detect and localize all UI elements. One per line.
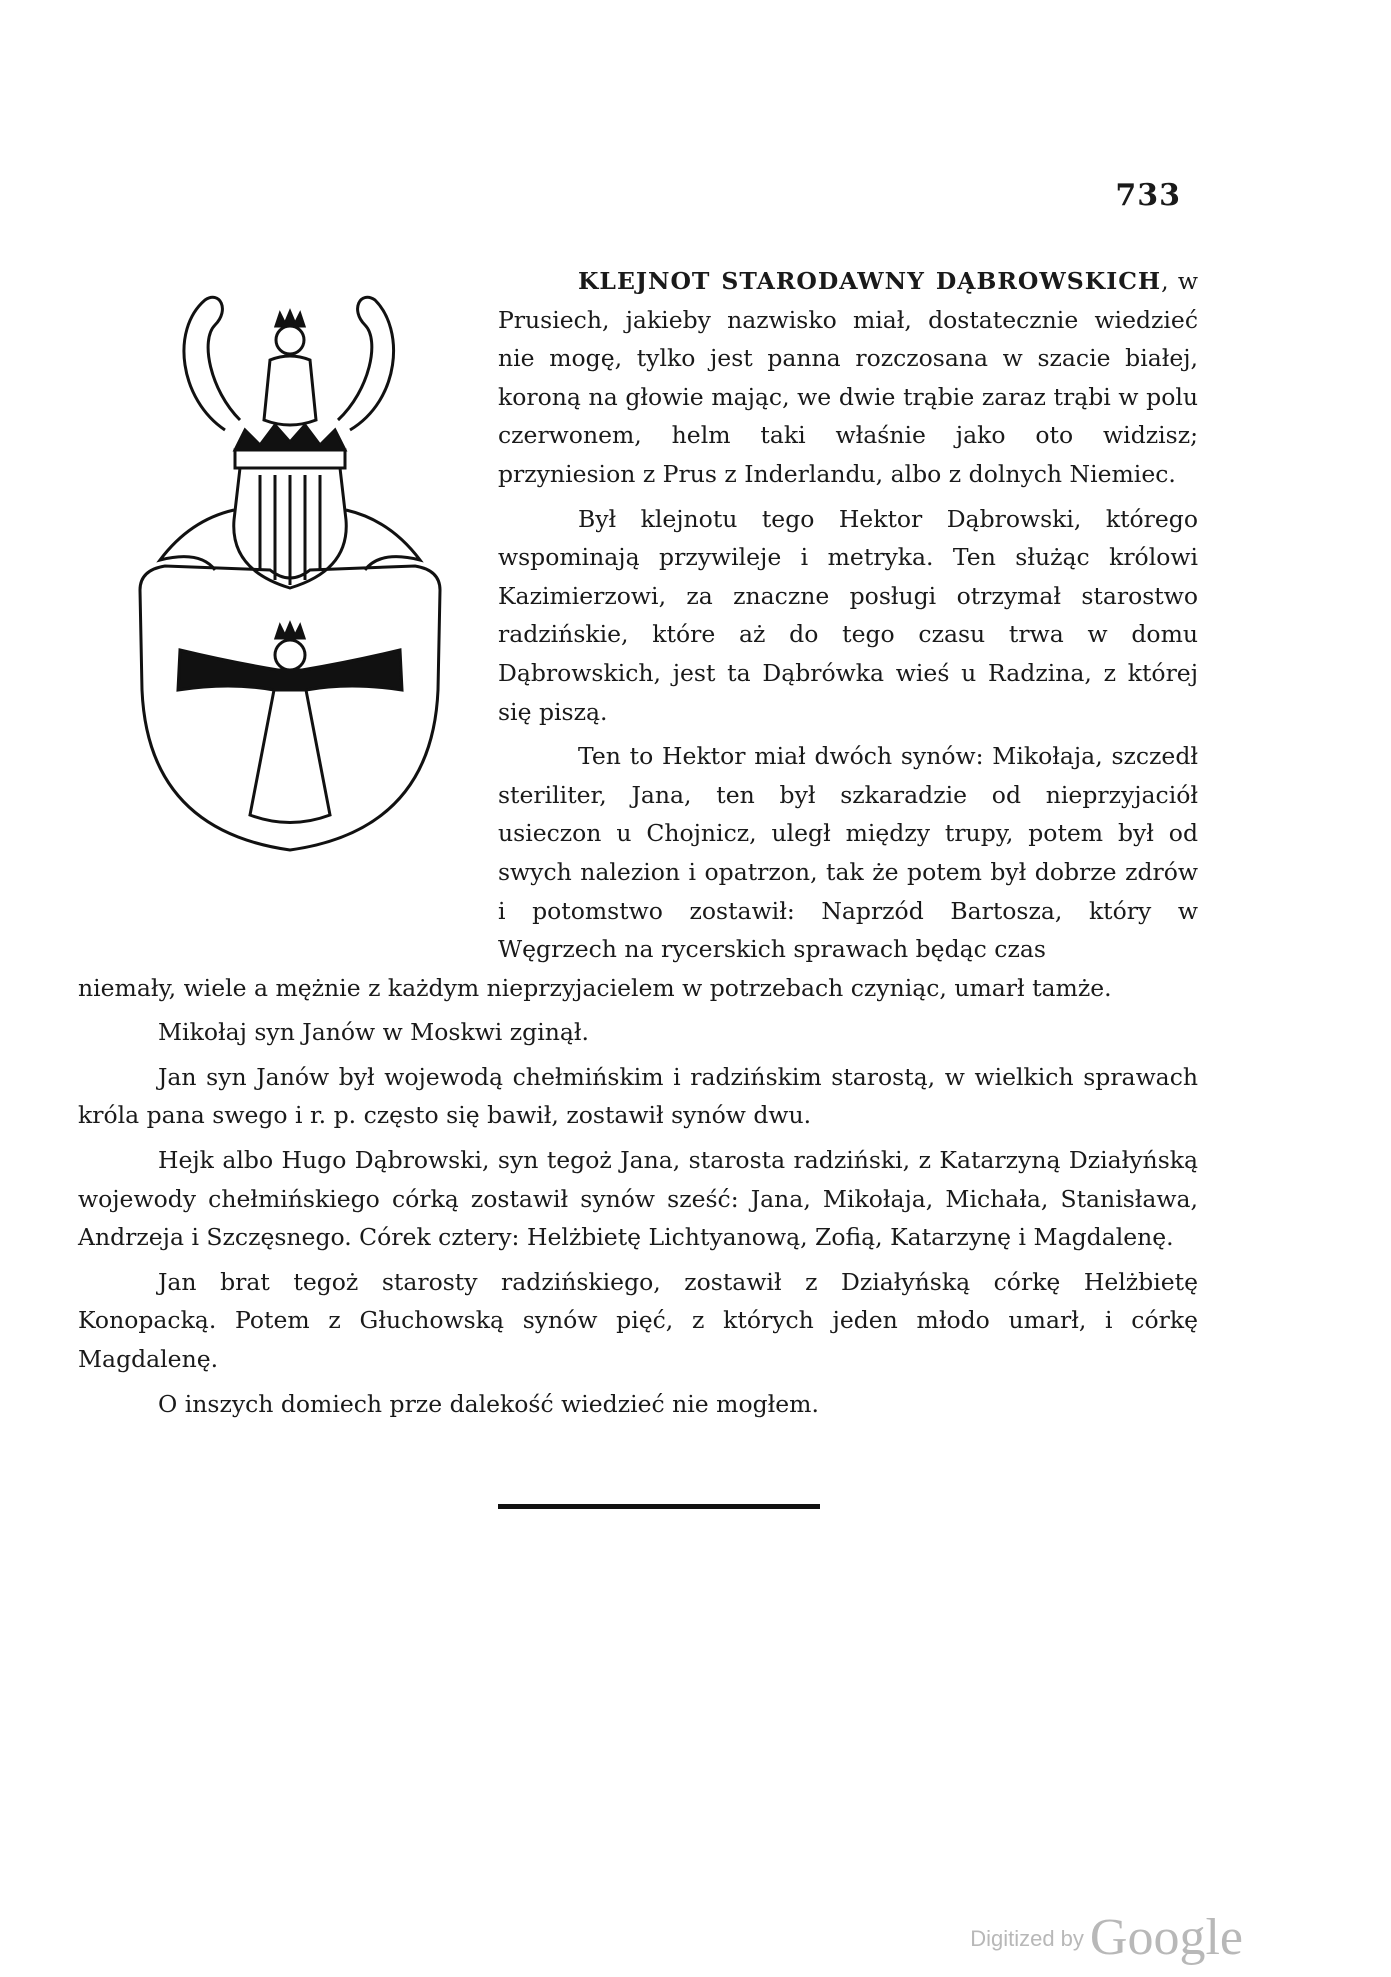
paragraph-1 (498, 262, 1198, 494)
paragraph-6: Hejk albo Hugo Dąbrowski, syn tegoż Jana, starosta radziński, z Katarzyną Działyńską wojewody chełmińskiego córką zostawił synów sześć: Jana, Mikołaja, Michała, Stanisława, Andrzeja i Szczęsnego. Córek cztery: Helżbietę Lichtyanową, Zofią, Katarzynę i Magdalenę. (78, 1146, 1198, 1252)
google-logo: Google (1089, 1909, 1243, 1966)
paragraph-4: Mikołaj syn Janów w Moskwi zginął. (158, 1018, 589, 1047)
section-divider (498, 1504, 820, 1509)
heading-title: KLEJNOT STARODAWNY DĄBROWSKICH (578, 267, 1162, 295)
main-text (78, 262, 1198, 1423)
paragraph-3-continued: niemały, wiele a mężnie z każdym nieprzyjacielem w potrzebach czyniąc, umarł tamże. (78, 973, 1112, 1002)
digitized-watermark (970, 1908, 1243, 1967)
paragraph-8: O inszych domiech prze dalekość wiedzieć nie mogłem. (158, 1389, 819, 1418)
paragraph-2: Był klejnotu tego Hektor Dąbrowski, którego wspominają przywileje i metryka. Ten służąc królowi Kazimierzowi, za znaczne posługi otrzymał starostwo radzińskie, które aż do tego czasu trwa w domu Dąbrowskich, jest ta Dąbrówka wieś u Radzina, z której się piszą. (498, 504, 1198, 726)
wrapped-column (498, 262, 1198, 969)
watermark-caption: Digitized by (970, 1926, 1084, 1951)
paragraph-5: Jan syn Janów był wojewodą chełmińskim i radzińskim starostą, w wielkich sprawach króla pana swego i r. p. często się bawił, zostawił synów dwu. (78, 1062, 1198, 1130)
page-number: 733 (1115, 178, 1181, 213)
paragraph-1-text: , w Prusiech, jakieby nazwisko miał, dostatecznie wiedzieć nie mogę, tylko jest panna rozczosana w szacie białej, koroną na głowie mając, we dwie trąbie zaraz trąbi w polu czerwonem, helm taki właśnie jako oto widzisz; przyniesion z Prus z Inderlandu, albo z dolnych Niemiec. (498, 267, 1198, 488)
paragraph-7: Jan brat tegoż starosty radzińskiego, zostawił z Działyńską córkę Helżbietę Konopacką. Potem z Głuchowską synów pięć, z których jeden młodo umarł, i córkę Magdalenę. (78, 1267, 1198, 1374)
paragraph-3-wrapped: Ten to Hektor miał dwóch synów: Mikołaja, szczedł steriliter, Jana, ten był szkaradzie od nieprzyjaciół usieczon u Chojnicz, uległ między trupy, potem był od swych nalezion i opatrzon, tak że potem był dobrze zdrów i potomstwo zostawił: Naprzód Bartosza, który w Węgrzech na rycerskich sprawach będąc czas (498, 742, 1198, 964)
